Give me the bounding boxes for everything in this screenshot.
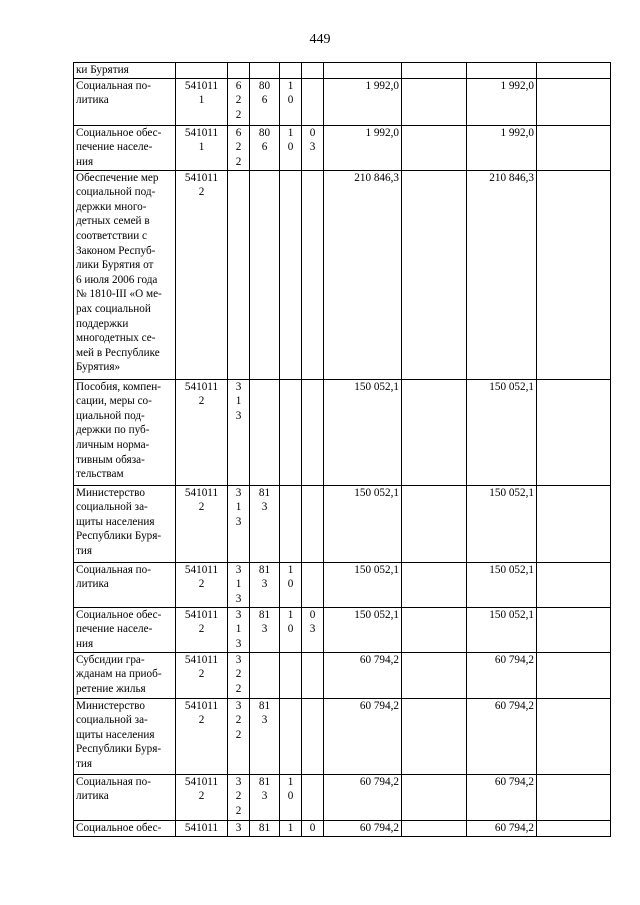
row-expense-type: 3 1 3 — [228, 562, 250, 607]
row-amount-total: 1 992,0 — [467, 125, 537, 170]
table-row — [74, 607, 611, 652]
row-empty-cell — [537, 63, 611, 79]
row-amount: 1 992,0 — [324, 125, 402, 170]
row-subsection — [302, 774, 324, 820]
row-ministry-code — [250, 652, 280, 698]
row-amount-total: 60 794,2 — [467, 820, 537, 836]
row-name: Социальное обес- печение населе- ния — [74, 125, 176, 170]
row-empty-cell — [402, 562, 467, 607]
row-empty-cell — [537, 125, 611, 170]
row-ministry-code — [250, 379, 280, 485]
row-section — [280, 170, 302, 379]
row-subsection: 0 3 — [302, 607, 324, 652]
table-row — [74, 774, 611, 820]
row-amount: 60 794,2 — [324, 698, 402, 774]
row-section — [280, 698, 302, 774]
row-empty-cell — [402, 774, 467, 820]
row-expense-type: 3 1 3 — [228, 607, 250, 652]
row-empty-cell — [402, 379, 467, 485]
row-ministry-code: 80 6 — [250, 125, 280, 170]
row-amount: 210 846,3 — [324, 170, 402, 379]
table-row — [74, 78, 611, 125]
row-expense-type: 3 1 3 — [228, 379, 250, 485]
row-subsection — [302, 562, 324, 607]
row-section: 1 0 — [280, 562, 302, 607]
row-section — [280, 379, 302, 485]
row-target-code: 541011 1 — [176, 78, 228, 125]
row-expense-type: 3 1 3 — [228, 485, 250, 562]
row-amount: 1 992,0 — [324, 78, 402, 125]
row-amount-total: 60 794,2 — [467, 698, 537, 774]
row-empty-cell — [537, 170, 611, 379]
row-subsection — [302, 652, 324, 698]
row-section — [280, 652, 302, 698]
row-ministry-code — [250, 170, 280, 379]
row-amount-total: 60 794,2 — [467, 774, 537, 820]
table-row — [74, 170, 611, 379]
row-empty-cell — [402, 63, 467, 79]
row-target-code: 541011 1 — [176, 125, 228, 170]
row-expense-type — [228, 170, 250, 379]
row-target-code: 541011 2 — [176, 774, 228, 820]
row-ministry-code — [250, 63, 280, 79]
row-target-code: 541011 2 — [176, 652, 228, 698]
row-subsection — [302, 78, 324, 125]
row-name: Социальная по- литика — [74, 774, 176, 820]
row-empty-cell — [537, 78, 611, 125]
row-name: Пособия, компен- сации, меры со- циальной под- держки по пуб- личным норма- тивным обяза- тельствам — [74, 379, 176, 485]
row-empty-cell — [402, 820, 467, 836]
row-subsection — [302, 379, 324, 485]
row-amount-total: 150 052,1 — [467, 485, 537, 562]
row-subsection — [302, 698, 324, 774]
row-name: Социальное обес- — [74, 820, 176, 836]
row-empty-cell — [537, 562, 611, 607]
table-row — [74, 562, 611, 607]
row-name: Социальная по- литика — [74, 78, 176, 125]
row-empty-cell — [402, 607, 467, 652]
row-empty-cell — [537, 485, 611, 562]
row-name: ки Бурятия — [74, 63, 176, 79]
row-target-code: 541011 2 — [176, 698, 228, 774]
row-section: 1 0 — [280, 607, 302, 652]
row-name: Министерство социальной за- щиты населения Республики Буря- тия — [74, 485, 176, 562]
row-amount — [324, 63, 402, 79]
budget-table — [73, 62, 611, 837]
row-expense-type: 3 2 2 — [228, 652, 250, 698]
row-expense-type — [228, 63, 250, 79]
table-row — [74, 125, 611, 170]
row-name: Обеспечение мер социальной под- держки много- детных семей в соответствии с Законом Респуб- лики Бурятия от 6 июля 2006 года № 1810-III «О ме- рах социальной поддержки многодетных се- мей в Республике Бурятия» — [74, 170, 176, 379]
row-name: Социальная по- литика — [74, 562, 176, 607]
row-name: Министерство социальной за- щиты населения Республики Буря- тия — [74, 698, 176, 774]
row-subsection — [302, 63, 324, 79]
table-row — [74, 379, 611, 485]
row-subsection — [302, 485, 324, 562]
row-name: Социальное обес- печение населе- ния — [74, 607, 176, 652]
row-empty-cell — [402, 170, 467, 379]
row-ministry-code: 81 3 — [250, 485, 280, 562]
row-empty-cell — [537, 607, 611, 652]
row-ministry-code: 81 3 — [250, 698, 280, 774]
row-empty-cell — [537, 774, 611, 820]
row-amount-total: 150 052,1 — [467, 562, 537, 607]
row-amount: 150 052,1 — [324, 562, 402, 607]
row-amount: 150 052,1 — [324, 379, 402, 485]
row-target-code: 541011 — [176, 820, 228, 836]
row-section: 1 — [280, 820, 302, 836]
row-ministry-code: 81 — [250, 820, 280, 836]
table-row — [74, 820, 611, 836]
row-ministry-code: 80 6 — [250, 78, 280, 125]
row-empty-cell — [537, 698, 611, 774]
row-empty-cell — [402, 125, 467, 170]
row-section — [280, 63, 302, 79]
row-amount-total: 1 992,0 — [467, 78, 537, 125]
row-amount: 150 052,1 — [324, 607, 402, 652]
row-empty-cell — [537, 820, 611, 836]
row-amount-total — [467, 63, 537, 79]
row-empty-cell — [402, 78, 467, 125]
row-ministry-code: 81 3 — [250, 774, 280, 820]
page-number: 449 — [309, 32, 331, 47]
row-name: Субсидии гра- жданам на приоб- ретение жилья — [74, 652, 176, 698]
row-expense-type: 3 — [228, 820, 250, 836]
row-subsection: 0 3 — [302, 125, 324, 170]
row-amount: 60 794,2 — [324, 652, 402, 698]
row-amount-total: 150 052,1 — [467, 607, 537, 652]
row-empty-cell — [537, 379, 611, 485]
row-target-code: 541011 2 — [176, 170, 228, 379]
row-amount: 150 052,1 — [324, 485, 402, 562]
row-amount-total: 60 794,2 — [467, 652, 537, 698]
table-row — [74, 485, 611, 562]
row-empty-cell — [402, 652, 467, 698]
table-row — [74, 698, 611, 774]
row-target-code: 541011 2 — [176, 485, 228, 562]
row-empty-cell — [537, 652, 611, 698]
row-section: 1 0 — [280, 78, 302, 125]
row-amount: 60 794,2 — [324, 774, 402, 820]
row-expense-type: 6 2 2 — [228, 125, 250, 170]
row-amount-total: 210 846,3 — [467, 170, 537, 379]
row-target-code: 541011 2 — [176, 607, 228, 652]
row-amount-total: 150 052,1 — [467, 379, 537, 485]
row-subsection: 0 — [302, 820, 324, 836]
table-row — [74, 63, 611, 79]
row-target-code: 541011 2 — [176, 379, 228, 485]
row-expense-type: 6 2 2 — [228, 78, 250, 125]
row-ministry-code: 81 3 — [250, 562, 280, 607]
table-row — [74, 652, 611, 698]
row-empty-cell — [402, 485, 467, 562]
row-empty-cell — [402, 698, 467, 774]
row-section — [280, 485, 302, 562]
row-amount: 60 794,2 — [324, 820, 402, 836]
row-expense-type: 3 2 2 — [228, 698, 250, 774]
row-target-code: 541011 2 — [176, 562, 228, 607]
row-section: 1 0 — [280, 774, 302, 820]
row-ministry-code: 81 3 — [250, 607, 280, 652]
row-expense-type: 3 2 2 — [228, 774, 250, 820]
row-target-code — [176, 63, 228, 79]
row-section: 1 0 — [280, 125, 302, 170]
row-subsection — [302, 170, 324, 379]
